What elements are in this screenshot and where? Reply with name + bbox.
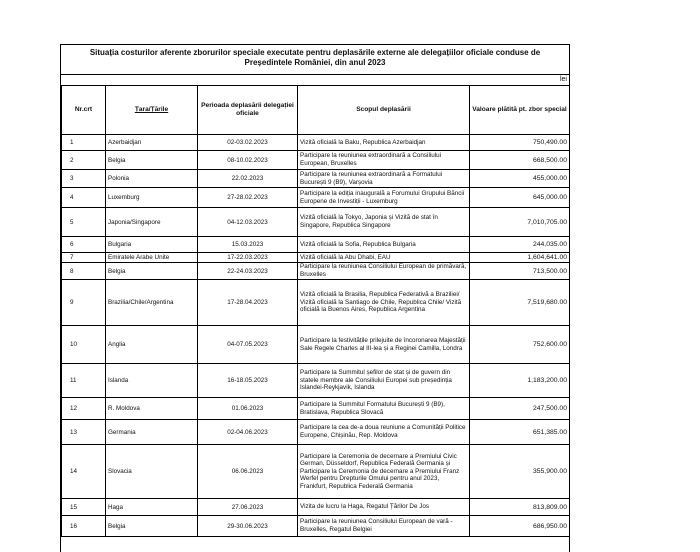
header-tara: Țara/Țările — [106, 86, 198, 135]
row-nr: 6 — [62, 237, 106, 253]
currency-unit: lei — [559, 76, 567, 83]
row-tara: Belgia — [106, 151, 198, 170]
row-scop: Vizita de lucru la Haga, Regatul Țărilor De Jos — [298, 499, 470, 516]
row-perioada: 02-03.02.2023 — [198, 135, 298, 151]
table-row — [62, 499, 570, 516]
row-nr: 11 — [62, 364, 106, 398]
row-perioada: 22-24.03.2023 — [198, 263, 298, 280]
row-valoare: 752,600.00 — [470, 326, 570, 364]
row-nr: 7 — [62, 253, 106, 263]
row-tara: Germania — [106, 420, 198, 445]
row-tara: Azerbaidjan — [106, 135, 198, 151]
header-nr: Nr.crt — [62, 86, 106, 135]
row-valoare: 668,500.00 — [470, 151, 570, 170]
row-valoare: 750,490.00 — [470, 135, 570, 151]
row-nr: 8 — [62, 263, 106, 280]
row-tara: R. Moldova — [106, 398, 198, 420]
row-valoare: 645,000.00 — [470, 188, 570, 208]
table-row — [62, 253, 570, 263]
header-perioada: Perioada deplasării delegației oficiale — [198, 86, 298, 135]
table-row — [62, 237, 570, 253]
row-perioada: 06.06.2023 — [198, 445, 298, 499]
row-scop: Participare la reuniunea Consiliului European de vară - Bruxelles, Regatul Belgiei — [298, 516, 470, 537]
row-tara: Japonia/Singapore — [106, 208, 198, 237]
row-valoare: 7,519,680.00 — [470, 280, 570, 326]
row-scop: Vizită oficială la Tokyo, Japonia și Vizită de stat în Singapore, Republica Singapore — [298, 208, 470, 237]
row-valoare: 7,010,705.00 — [470, 208, 570, 237]
table-row — [62, 326, 570, 364]
row-valoare: 244,035.00 — [470, 237, 570, 253]
row-tara: Polonia — [106, 170, 198, 188]
row-nr: 10 — [62, 326, 106, 364]
costs-table — [61, 85, 570, 537]
document-title — [61, 45, 569, 75]
table-row — [62, 364, 570, 398]
row-tara: Belgia — [106, 516, 198, 537]
row-perioada: 29-30.06.2023 — [198, 516, 298, 537]
table-header-row — [62, 86, 570, 135]
row-nr: 13 — [62, 420, 106, 445]
row-perioada: 22.02.2023 — [198, 170, 298, 188]
row-tara: Slovacia — [106, 445, 198, 499]
row-valoare: 1,604,641.00 — [470, 253, 570, 263]
row-tara: Bulgaria — [106, 237, 198, 253]
row-scop: Participare la festivitățile prilejuite de încoronarea Majestății Sale Regele Charles al III-lea și a Reginei Camilla, Londra — [298, 326, 470, 364]
row-perioada: 16-18.05.2023 — [198, 364, 298, 398]
row-nr: 15 — [62, 499, 106, 516]
row-perioada: 01.06.2023 — [198, 398, 298, 420]
row-scop: Participare la Summitul șefilor de stat și de guvern din statele membre ale Consiliului Europei sub președinția Islandei-Reykjavik, Islanda — [298, 364, 470, 398]
header-scop: Scopul deplasării — [298, 86, 470, 135]
table-row — [62, 208, 570, 237]
row-perioada: 17-28.04.2023 — [198, 280, 298, 326]
table-row — [62, 135, 570, 151]
table-row — [62, 516, 570, 537]
row-valoare: 686,950.00 — [470, 516, 570, 537]
row-tara: Belgia — [106, 263, 198, 280]
row-scop: Vizită oficială la Baku, Republica Azerbaidjan — [298, 135, 470, 151]
table-row — [62, 263, 570, 280]
row-tara: Anglia — [106, 326, 198, 364]
row-scop: Vizită oficială la Brasilia, Republica Federativă a Braziliei/ Vizită oficială la Santiago de Chile, Republica Chile/ Vizită oficială la Buenos Aires, Republica Argentina — [298, 280, 470, 326]
row-nr: 14 — [62, 445, 106, 499]
title-line-2: Președintele României, din anul 2023 — [244, 58, 386, 67]
row-nr: 4 — [62, 188, 106, 208]
row-nr: 12 — [62, 398, 106, 420]
row-perioada: 02-04.06.2023 — [198, 420, 298, 445]
row-perioada: 17-22.03.2023 — [198, 253, 298, 263]
row-scop: Participare la Ceremonia de decernare a Premiului Civic German, Düsseldorf, Republica Federală Germania și Participare la Ceremonia de decernare a Premiului Franz Werfel pentru Drepturile Omului pentru anul 2023, Frankfurt, Republica Federală Germania — [298, 445, 470, 499]
row-perioada: 08-10.02.2023 — [198, 151, 298, 170]
row-scop: Participare la reuniunea Consiliului European de primăvară, Bruxelles — [298, 263, 470, 280]
table-row — [62, 445, 570, 499]
title-line-1: Situația costurilor aferente zborurilor speciale executate pentru deplasările externe ale delegațiilor oficiale conduse de — [89, 48, 541, 57]
row-scop: Participare la reuniunea extraordinară a Consiliului European, Bruxelles — [298, 151, 470, 170]
row-tara: Haga — [106, 499, 198, 516]
table-row — [62, 420, 570, 445]
row-valoare: 455,000.00 — [470, 170, 570, 188]
table-row — [62, 170, 570, 188]
row-nr: 16 — [62, 516, 106, 537]
row-tara: Brazilia/Chile/Argentina — [106, 280, 198, 326]
row-scop: Vizită oficială la Sofia, Republica Bulgaria — [298, 237, 470, 253]
row-valoare: 247,500.00 — [470, 398, 570, 420]
row-scop: Participare la ediția inaugurală a Forumului Grupului Băncii Europene de Investiții - Luxemburg — [298, 188, 470, 208]
row-valoare: 651,385.00 — [470, 420, 570, 445]
row-perioada: 04-07.05.2023 — [198, 326, 298, 364]
table-row — [62, 280, 570, 326]
row-nr: 1 — [62, 135, 106, 151]
row-tara: Emiratele Arabe Unite — [106, 253, 198, 263]
row-nr: 2 — [62, 151, 106, 170]
table-row — [62, 151, 570, 170]
row-perioada: 27.06.2023 — [198, 499, 298, 516]
header-valoare: Valoare plătită pt. zbor special — [470, 86, 570, 135]
table-row — [62, 398, 570, 420]
row-scop: Vizită oficială la Abu Dhabi, EAU — [298, 253, 470, 263]
row-nr: 5 — [62, 208, 106, 237]
row-valoare: 813,809.00 — [470, 499, 570, 516]
row-tara: Luxemburg — [106, 188, 198, 208]
row-scop: Participare la Summitul Formatului București 9 (B9), Bratislava, Republica Slovacă — [298, 398, 470, 420]
row-valoare: 713,500.00 — [470, 263, 570, 280]
row-scop: Participare la cea de-a doua reuniune a Comunității Politice Europene, Chișinău, Rep. Moldova — [298, 420, 470, 445]
row-nr: 9 — [62, 280, 106, 326]
row-perioada: 27-28.02.2023 — [198, 188, 298, 208]
row-scop: Participare la reuniunea extraordinară a Formatului București 9 (B9), Varșovia — [298, 170, 470, 188]
row-tara: Islanda — [106, 364, 198, 398]
row-perioada: 04-12.03.2023 — [198, 208, 298, 237]
row-valoare: 1,183,200.00 — [470, 364, 570, 398]
row-valoare: 355,900.00 — [470, 445, 570, 499]
row-perioada: 15.03.2023 — [198, 237, 298, 253]
table-row — [62, 188, 570, 208]
row-nr: 3 — [62, 170, 106, 188]
document-page — [60, 44, 570, 552]
